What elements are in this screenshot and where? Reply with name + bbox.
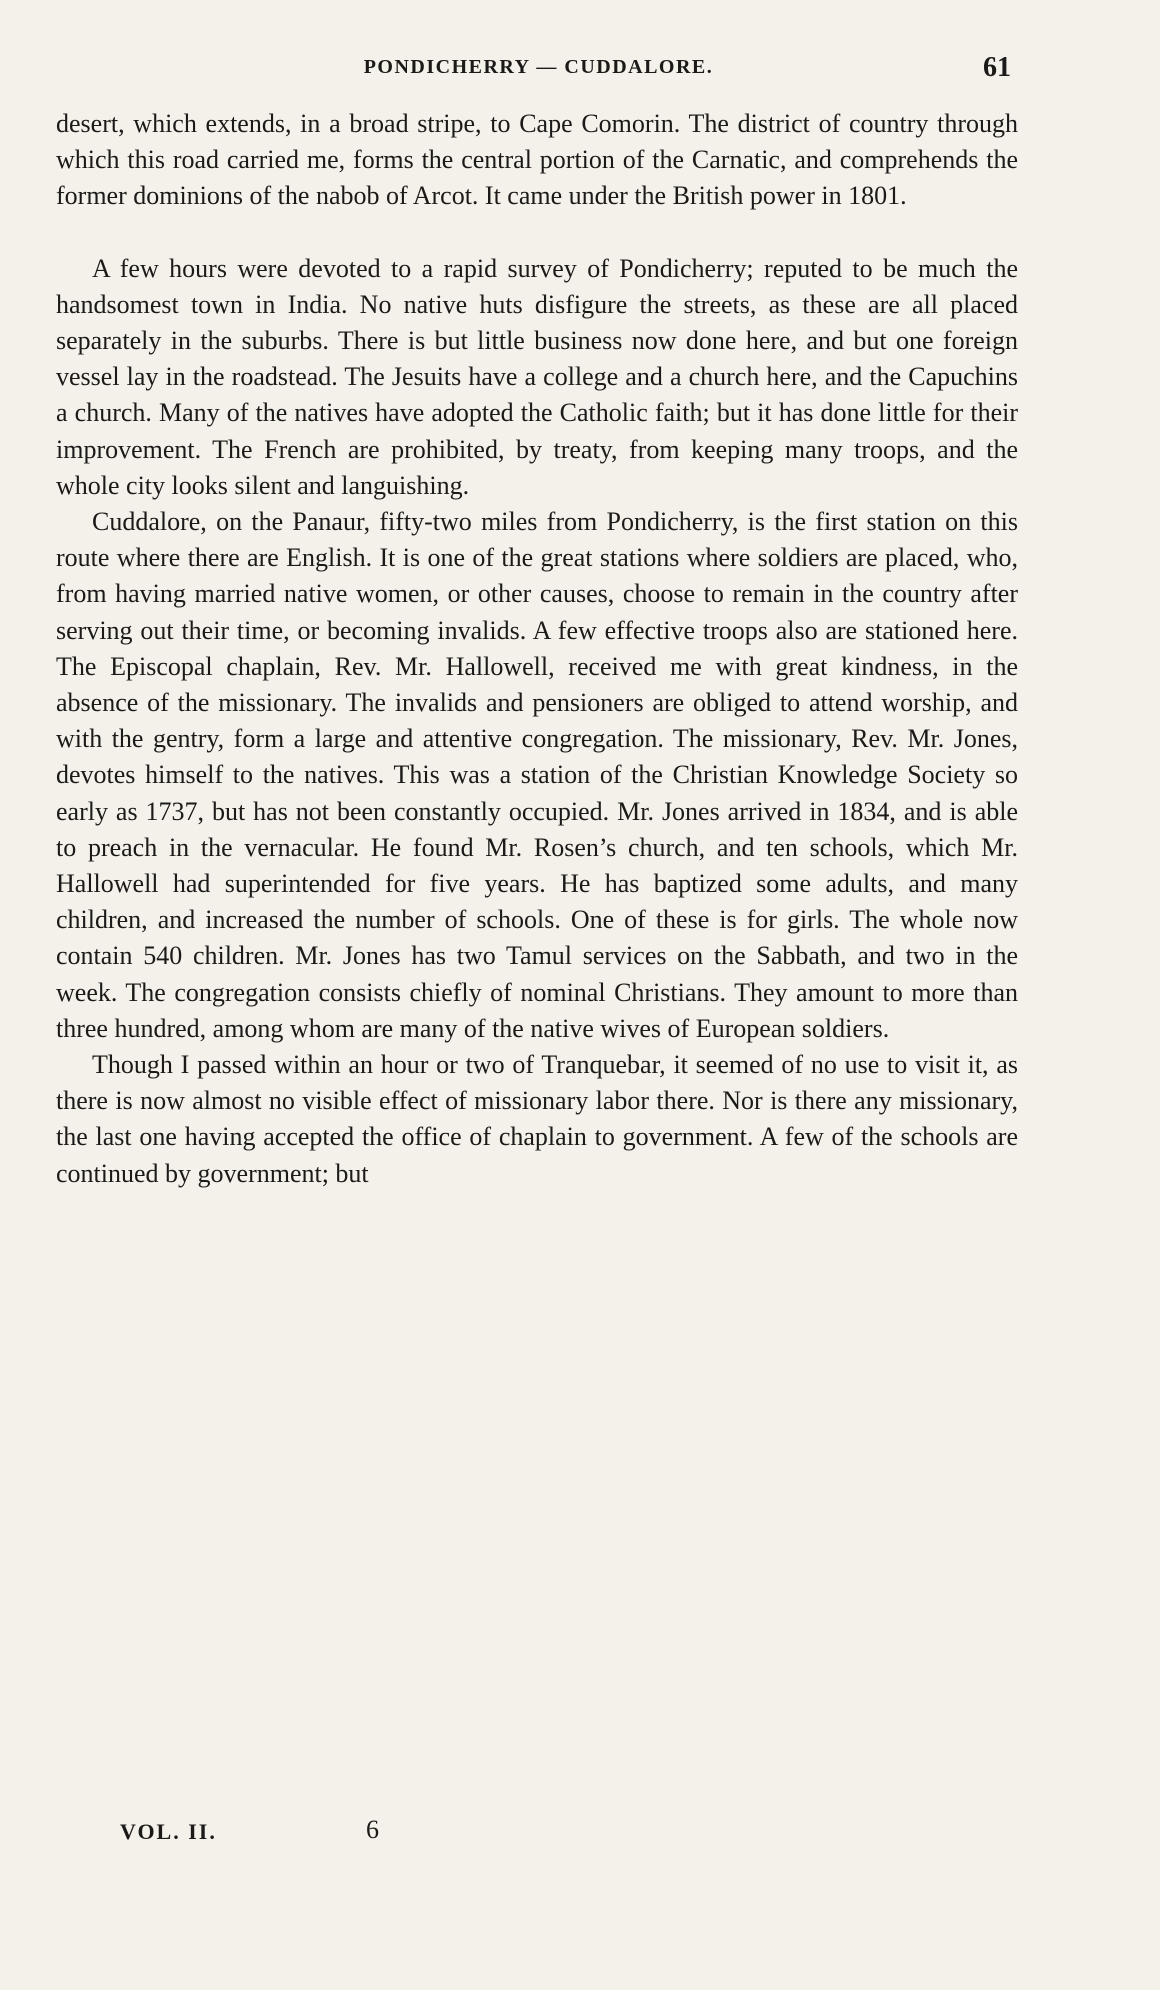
paragraph-tranquebar: Though I passed within an hour or two of Tranquebar, it seemed of no use to visit it, as there is now almost no visible effect of missionary labor there. Nor is there any missionary, the last one having accepted the office of chaplain to government. A few of the schools are continued by government; but <box>56 1050 1018 1188</box>
volume-label: VOL. II. <box>120 1819 217 1844</box>
page-number: 61 <box>983 52 1011 83</box>
body-text <box>56 106 1018 1192</box>
paragraph-continuation: desert, which extends, in a broad stripe, to Cape Comorin. The district of country through which this road carried me, forms the central portion of the Carnatic, and comprehends the former dominions of the nabob of Arcot. It came under the British power in 1801. <box>56 109 1018 211</box>
page-footer <box>120 1815 520 1851</box>
running-title: PONDICHERRY — CUDDALORE. <box>363 56 714 78</box>
paragraph-cuddalore: Cuddalore, on the Panaur, fifty-two miles from Pondicherry, is the first station on this route where there are English. It is one of the great stations where soldiers are placed, who, from having married native women, or other causes, choose to remain in the country after serving out their time, or becoming invalids. A few effective troops also are stationed here. The Episcopal chaplain, Rev. Mr. Hallowell, received me with great kindness, in the absence of the missionary. The invalids and pensioners are obliged to attend worship, and with the gentry, form a large and attentive congregation. The missionary, Rev. Mr. Jones, devotes himself to the natives. This was a station of the Christian Knowledge Society so early as 1737, but has not been constantly occupied. Mr. Jones arrived in 1834, and is able to preach in the vernacular. He found Mr. Rosen’s church, and ten schools, which Mr. Hallowell had superintended for five years. He has baptized some adults, and many children, and increased the number of schools. One of these is for girls. The whole now contain 540 children. Mr. Jones has two Tamul services on the Sabbath, and two in the week. The congregation consists chiefly of nominal Christians. They amount to more than three hundred, among whom are many of the native wives of European soldiers. <box>56 507 1018 1043</box>
paragraph-pondicherry: A few hours were devoted to a rapid survey of Pondicherry; reputed to be much the handsomest town in India. No native huts disfigure the streets, as these are all placed separately in the suburbs. There is but little business now done here, and but one foreign vessel lay in the roadstead. The Jesuits have a college and a church here, and the Capuchins a church. Many of the natives have adopted the Catholic faith; but it has done little for their improvement. The French are prohibited, by treaty, from keeping many troops, and the whole city looks silent and languishing. <box>56 253 1018 500</box>
running-head <box>56 48 1011 88</box>
signature-mark: 6 <box>366 1815 379 1844</box>
